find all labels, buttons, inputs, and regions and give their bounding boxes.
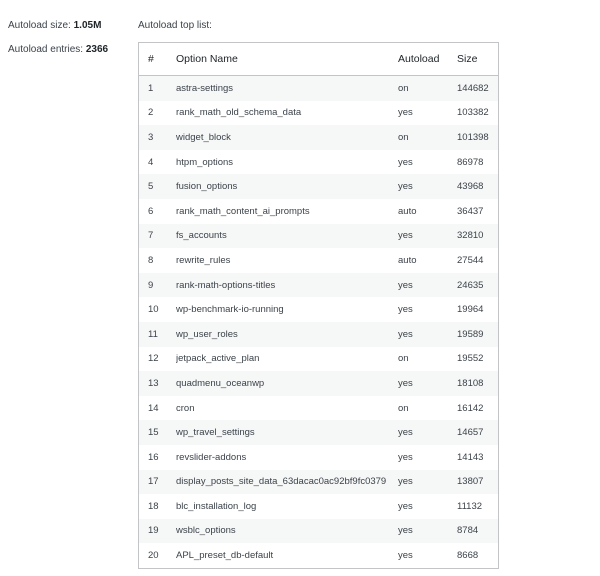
row-number: 14 <box>148 402 159 414</box>
table-row <box>139 297 498 322</box>
autoload-size: Autoload size: 1.05M <box>8 20 102 31</box>
row-autoload: yes <box>398 470 457 495</box>
autoload-size-value: 1.05M <box>73 20 102 31</box>
row-number: 19 <box>139 519 176 544</box>
table-header-row <box>139 43 498 76</box>
autoload-entries-value: 2366 <box>85 44 109 55</box>
row-autoload: yes <box>398 107 413 119</box>
row-autoload: yes <box>398 224 457 249</box>
row-autoload: yes <box>398 156 413 168</box>
row-size: 8668 <box>457 550 479 562</box>
table-row <box>139 150 498 175</box>
row-size: 144682 <box>457 76 498 101</box>
row-number: 7 <box>139 224 176 249</box>
row-size: 103382 <box>457 107 489 119</box>
table-row <box>139 224 498 249</box>
row-number: 9 <box>139 273 176 298</box>
table-row <box>139 420 498 445</box>
table-row <box>139 445 498 470</box>
row-number: 12 <box>148 353 159 365</box>
row-option-name: wp-benchmark-io-running <box>176 304 284 316</box>
table-row <box>139 494 498 519</box>
row-autoload: yes <box>398 174 457 199</box>
row-autoload: yes <box>398 550 413 562</box>
table-row <box>139 543 498 568</box>
row-autoload: yes <box>398 500 413 512</box>
row-size: 27544 <box>457 254 484 266</box>
row-autoload: yes <box>398 451 413 463</box>
row-option-name: fusion_options <box>176 174 398 199</box>
table-row <box>139 322 498 347</box>
row-option-name: APL_preset_db-default <box>176 550 274 562</box>
row-size: 14143 <box>457 451 484 463</box>
row-autoload: yes <box>398 371 457 396</box>
row-autoload: yes <box>398 420 457 445</box>
row-size: 11132 <box>457 500 483 512</box>
row-number: 16 <box>148 451 159 463</box>
table-row <box>139 101 498 126</box>
row-autoload: on <box>398 125 457 150</box>
row-option-name: wsblc_options <box>176 519 398 544</box>
row-option-name: rank-math-options-titles <box>176 273 398 298</box>
row-number: 11 <box>139 322 176 347</box>
row-option-name: wp_user_roles <box>176 322 398 347</box>
row-size: 19552 <box>457 353 484 365</box>
row-option-name: wp_travel_settings <box>176 420 398 445</box>
row-option-name: widget_block <box>176 125 398 150</box>
table-row <box>139 125 498 150</box>
table-row <box>139 76 498 101</box>
row-number: 15 <box>139 420 176 445</box>
table-row <box>139 199 498 224</box>
autoload-entries: Autoload entries: 2366 <box>8 44 109 55</box>
row-number: 10 <box>148 304 159 316</box>
row-number: 4 <box>148 156 154 168</box>
row-option-name: cron <box>176 402 195 414</box>
table-row <box>139 347 498 372</box>
row-size: 36437 <box>457 205 484 217</box>
row-size: 19589 <box>457 322 498 347</box>
row-size: 86978 <box>457 156 484 168</box>
row-size: 24635 <box>457 273 498 298</box>
column-header-autoload: Autoload <box>398 43 457 76</box>
row-size: 18108 <box>457 371 498 396</box>
row-autoload: yes <box>398 273 457 298</box>
row-size: 101398 <box>457 125 498 150</box>
autoload-top-table <box>138 42 499 569</box>
row-option-name: jetpack_active_plan <box>176 353 260 365</box>
row-size: 19964 <box>457 304 484 316</box>
table-row <box>139 519 498 544</box>
row-option-name: rank_math_old_schema_data <box>176 107 302 119</box>
row-autoload: yes <box>398 322 457 347</box>
table-row <box>139 396 498 421</box>
row-number: 20 <box>148 550 159 562</box>
row-number: 8 <box>148 254 154 266</box>
row-size: 43968 <box>457 174 498 199</box>
row-option-name: rank_math_content_ai_prompts <box>176 205 310 217</box>
row-autoload: on <box>398 76 457 101</box>
row-number: 5 <box>139 174 176 199</box>
row-autoload: auto <box>398 254 417 266</box>
autoload-top-list-label: Autoload top list: <box>138 20 212 31</box>
row-size: 14657 <box>457 420 498 445</box>
row-size: 13807 <box>457 470 498 495</box>
row-autoload: yes <box>398 304 413 316</box>
row-autoload: yes <box>398 519 457 544</box>
row-size: 16142 <box>457 402 484 414</box>
row-autoload: auto <box>398 205 417 217</box>
row-option-name: quadmenu_oceanwp <box>176 371 398 396</box>
row-number: 1 <box>139 76 176 101</box>
row-size: 8784 <box>457 519 498 544</box>
row-option-name: astra-settings <box>176 76 398 101</box>
row-option-name: fs_accounts <box>176 224 398 249</box>
column-header-option-name: Option Name <box>176 43 398 76</box>
column-header-number: # <box>139 43 176 76</box>
row-option-name: display_posts_site_data_63dacac0ac92bf9fc0379 <box>176 470 398 495</box>
row-number: 17 <box>139 470 176 495</box>
row-number: 6 <box>148 205 154 217</box>
row-option-name: revslider-addons <box>176 451 247 463</box>
table-row <box>139 273 498 298</box>
row-autoload: on <box>398 402 409 414</box>
row-option-name: htpm_options <box>176 156 234 168</box>
row-option-name: rewrite_rules <box>176 254 231 266</box>
row-number: 13 <box>139 371 176 396</box>
row-number: 2 <box>148 107 154 119</box>
table-row <box>139 248 498 273</box>
table-row <box>139 371 498 396</box>
row-option-name: blc_installation_log <box>176 500 257 512</box>
row-size: 32810 <box>457 224 498 249</box>
row-number: 18 <box>148 500 159 512</box>
table-row <box>139 470 498 495</box>
column-header-size: Size <box>457 43 498 76</box>
row-number: 3 <box>139 125 176 150</box>
row-autoload: on <box>398 353 409 365</box>
table-row <box>139 174 498 199</box>
